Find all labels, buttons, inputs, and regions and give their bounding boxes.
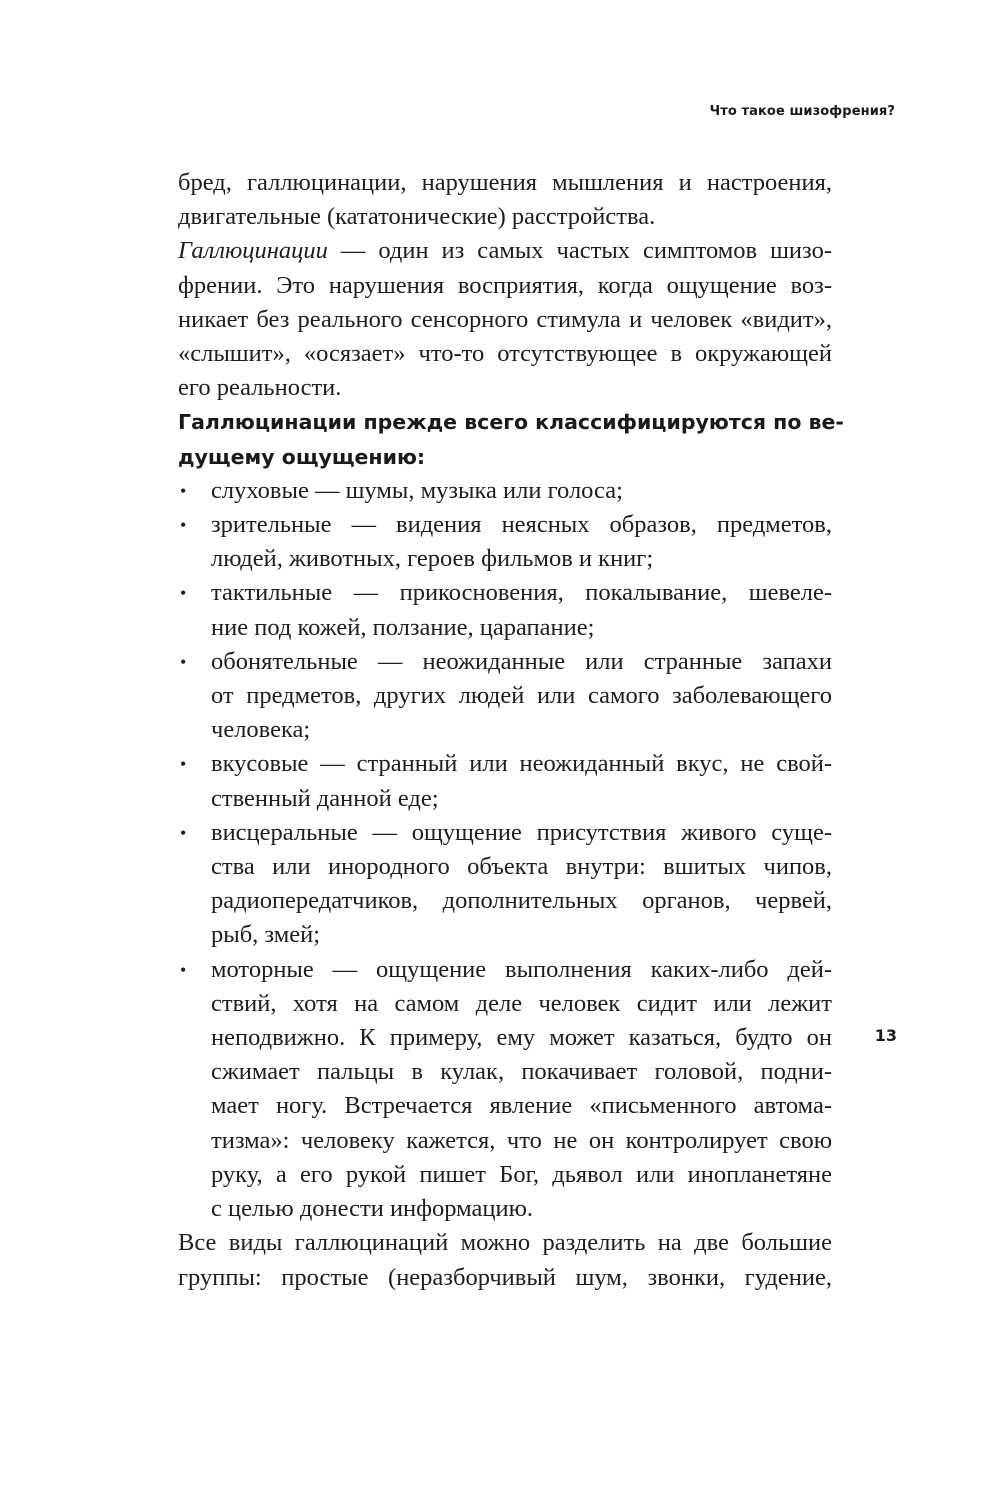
text-line: никает без реального сенсорного стимула и человек «видит»,: [178, 305, 832, 333]
bullet-icon: •: [180, 959, 187, 980]
italic-term: Галлюцинации: [178, 237, 328, 265]
bullet-icon: •: [180, 651, 187, 672]
text-line: висцеральные — ощущение присутствия живого суще-: [211, 818, 832, 846]
section-heading: [178, 405, 844, 473]
text-line: ствий, хотя на самом деле человек сидит или лежит: [211, 989, 832, 1017]
text-line: тактильные — прикосновения, покалывание, шевеле-: [211, 579, 832, 607]
text-line: руку, а его рукой пишет Бог, дьявол или инопланетяне: [211, 1160, 832, 1188]
text-line: неподвижно. К примеру, ему может казаться, будто он: [211, 1024, 832, 1052]
text-line: ственный данной еде;: [211, 784, 439, 812]
text-line: «слышит», «осязает» что-то отсутствующее в окружающей: [178, 340, 832, 368]
bullet-icon: •: [180, 822, 187, 843]
text-line: обонятельные — неожиданные или странные запахи: [211, 647, 832, 675]
text-line: Все виды галлюцинаций можно разделить на две большие: [178, 1229, 832, 1257]
paragraph-2: [178, 234, 832, 405]
bullet-icon: •: [180, 583, 187, 604]
list-item-tactile: [178, 576, 832, 644]
text-line: зрительные — видения неясных образов, предметов,: [211, 511, 832, 539]
text-line: ние под кожей, ползание, царапание;: [211, 613, 595, 641]
text-line: группы: простые (неразборчивый шум, звонки, гудение,: [178, 1263, 832, 1291]
text-line: радиопередатчиков, дополнительных органов, червей,: [211, 887, 832, 915]
hallucination-types-list: [178, 474, 832, 1226]
text-line: слуховые — шумы, музыка или голоса;: [211, 476, 623, 504]
list-item-visceral: [178, 816, 832, 953]
list-item-motor: [178, 953, 832, 1227]
list-item-visual: [178, 508, 832, 576]
text-line: моторные — ощущение выполнения каких-либо дей-: [211, 955, 832, 983]
text-line: тизма»: человеку кажется, что не он контролирует свою: [211, 1126, 832, 1154]
list-item-auditory: [178, 474, 832, 508]
list-item-olfactory: [178, 645, 832, 748]
text-line: бред, галлюцинации, нарушения мышления и настроения,: [178, 169, 832, 196]
paragraph-1: [178, 166, 832, 234]
text-line: френии. Это нарушения восприятия, когда ощущение воз-: [178, 271, 832, 299]
page-number: 13: [874, 1026, 897, 1045]
text-line: с целью донести информацию.: [211, 1195, 534, 1223]
text-line: мает ногу. Встречается явление «письменного автома-: [211, 1092, 832, 1120]
text-line: его реальности.: [178, 374, 342, 402]
text-line: человека;: [211, 716, 311, 744]
running-head: Что такое шизофрения?: [709, 104, 895, 119]
bullet-icon: •: [180, 754, 187, 775]
text-line: ства или инородного объекта внутри: вшитых чипов,: [211, 853, 832, 881]
heading-line: дущему ощущению:: [178, 444, 426, 469]
text-line: [178, 234, 832, 268]
text-line: рыб, змей;: [211, 921, 321, 949]
text-line: двигательные (кататонические) расстройства.: [178, 203, 656, 231]
text-run: — один из самых частых симптомов шизо-: [327, 237, 832, 265]
bullet-icon: •: [180, 480, 187, 501]
bullet-icon: •: [180, 515, 187, 536]
page-body: [178, 166, 844, 1295]
text-line: сжимает пальцы в кулак, покачивает головой, подни-: [211, 1058, 832, 1086]
heading-line: Галлюцинации прежде всего классифицируются по ве-: [178, 410, 844, 435]
text-line: от предметов, других людей или самого заболевающего: [211, 682, 832, 710]
list-item-gustatory: [178, 747, 832, 815]
paragraph-3: [178, 1226, 832, 1294]
text-line: вкусовые — странный или неожиданный вкус, не свой-: [211, 750, 832, 778]
text-line: людей, животных, героев фильмов и книг;: [211, 545, 654, 573]
